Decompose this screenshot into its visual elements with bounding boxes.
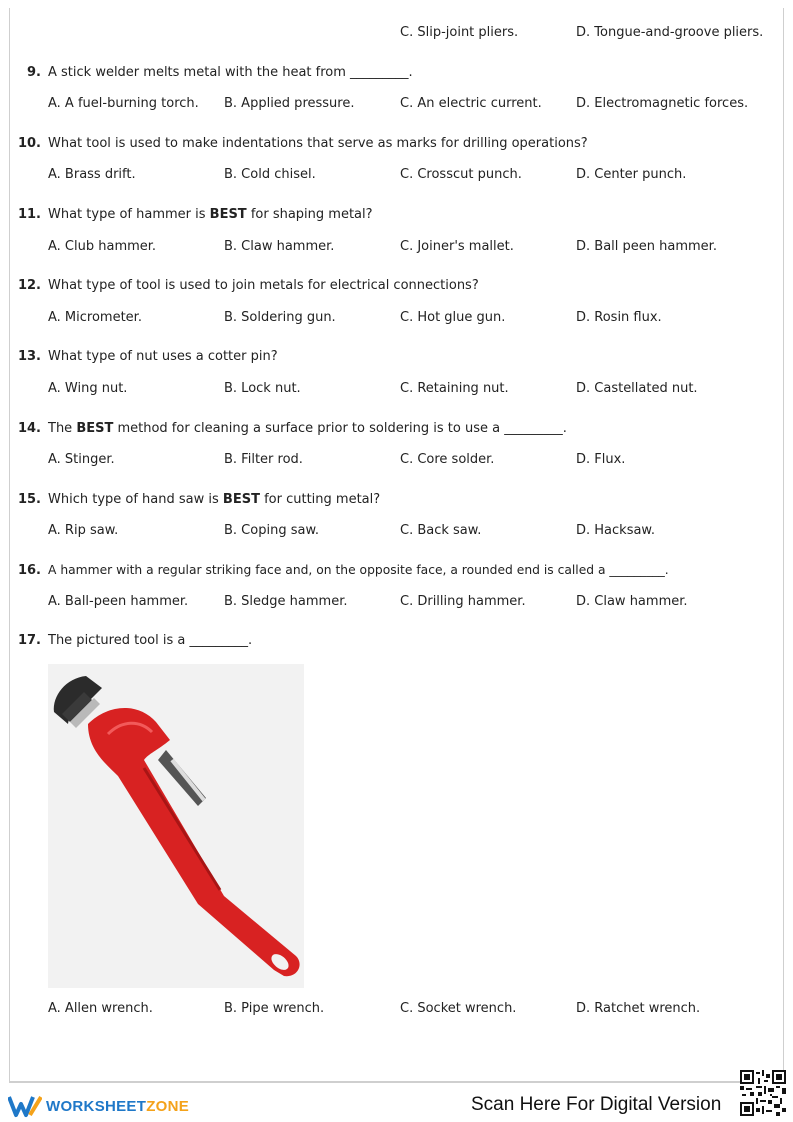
question-text: What type of nut uses a cotter pin? xyxy=(48,349,278,364)
worksheetzone-logo[interactable] xyxy=(8,1093,189,1119)
q10-option-c[interactable]: C. Crosscut punch. xyxy=(400,167,522,182)
q12-option-d[interactable]: D. Rosin flux. xyxy=(576,310,662,325)
q11-option-d[interactable]: D. Ball peen hammer. xyxy=(576,239,717,254)
q13-option-a[interactable]: A. Wing nut. xyxy=(48,381,128,396)
question-text: The pictured tool is a _________. xyxy=(48,633,253,648)
q9-option-b[interactable]: B. Applied pressure. xyxy=(224,96,355,111)
q16-option-a[interactable]: A. Ball-peen hammer. xyxy=(48,594,189,609)
question-number: 13. xyxy=(17,349,41,364)
q12-option-b[interactable]: B. Soldering gun. xyxy=(224,310,336,325)
question-number: 14. xyxy=(17,421,41,436)
q11-option-c[interactable]: C. Joiner's mallet. xyxy=(400,239,514,254)
q14-option-d[interactable]: D. Flux. xyxy=(576,452,626,467)
question-number: 17. xyxy=(17,633,41,648)
q17-option-d[interactable]: D. Ratchet wrench. xyxy=(576,1001,701,1016)
question-text: What tool is used to make indentations that serve as marks for drilling operations? xyxy=(48,136,588,151)
q16-option-d[interactable]: D. Claw hammer. xyxy=(576,594,688,609)
q17-option-c[interactable]: C. Socket wrench. xyxy=(400,1001,517,1016)
question-text: A hammer with a regular striking face and, on the opposite face, a rounded end is called a _________. xyxy=(48,563,669,577)
q15-option-d[interactable]: D. Hacksaw. xyxy=(576,523,656,538)
q13-option-b[interactable]: B. Lock nut. xyxy=(224,381,301,396)
question-number: 10. xyxy=(17,136,41,151)
question-number: 9. xyxy=(27,65,41,80)
qr-code-icon[interactable] xyxy=(740,1070,786,1116)
q14-option-b[interactable]: B. Filter rod. xyxy=(224,452,303,467)
q9-option-a[interactable]: A. A fuel-burning torch. xyxy=(48,96,199,111)
q13-option-c[interactable]: C. Retaining nut. xyxy=(400,381,509,396)
question-text: What type of tool is used to join metals for electrical connections? xyxy=(48,278,479,293)
question-number: 11. xyxy=(17,207,41,222)
q10-option-d[interactable]: D. Center punch. xyxy=(576,167,687,182)
q14-option-c[interactable]: C. Core solder. xyxy=(400,452,495,467)
q12-option-a[interactable]: A. Micrometer. xyxy=(48,310,142,325)
scan-caption: Scan Here For Digital Version xyxy=(471,1094,722,1115)
logo-text: WORKSHEETZONE xyxy=(46,1097,190,1115)
q10-option-a[interactable]: A. Brass drift. xyxy=(48,167,136,182)
q15-option-a[interactable]: A. Rip saw. xyxy=(48,523,119,538)
q14-option-a[interactable]: A. Stinger. xyxy=(48,452,115,467)
pipe-wrench-image xyxy=(48,664,304,988)
logo-mark-icon xyxy=(8,1094,42,1118)
question-text: The BEST method for cleaning a surface prior to soldering is to use a _________. xyxy=(48,421,567,436)
question-number: 15. xyxy=(17,492,41,507)
q12-option-c[interactable]: C. Hot glue gun. xyxy=(400,310,506,325)
question-text: A stick welder melts metal with the heat from _________. xyxy=(48,65,413,80)
q9-option-d[interactable]: D. Electromagnetic forces. xyxy=(576,96,749,111)
question-text: Which type of hand saw is BEST for cutting metal? xyxy=(48,492,381,507)
q15-option-c[interactable]: C. Back saw. xyxy=(400,523,482,538)
q17-option-b[interactable]: B. Pipe wrench. xyxy=(224,1001,325,1016)
q11-option-a[interactable]: A. Club hammer. xyxy=(48,239,157,254)
question-number: 16. xyxy=(17,563,41,578)
q16-option-c[interactable]: C. Drilling hammer. xyxy=(400,594,526,609)
footer-divider xyxy=(9,1082,784,1083)
q11-option-b[interactable]: B. Claw hammer. xyxy=(224,239,335,254)
q8-option-d[interactable]: D. Tongue-and-groove pliers. xyxy=(576,25,764,40)
q17-option-a[interactable]: A. Allen wrench. xyxy=(48,1001,153,1016)
q16-option-b[interactable]: B. Sledge hammer. xyxy=(224,594,348,609)
question-text: What type of hammer is BEST for shaping metal? xyxy=(48,207,373,222)
q13-option-d[interactable]: D. Castellated nut. xyxy=(576,381,698,396)
question-number: 12. xyxy=(17,278,41,293)
q15-option-b[interactable]: B. Coping saw. xyxy=(224,523,320,538)
q10-option-b[interactable]: B. Cold chisel. xyxy=(224,167,316,182)
q8-option-c[interactable]: C. Slip-joint pliers. xyxy=(400,25,519,40)
q9-option-c[interactable]: C. An electric current. xyxy=(400,96,542,111)
